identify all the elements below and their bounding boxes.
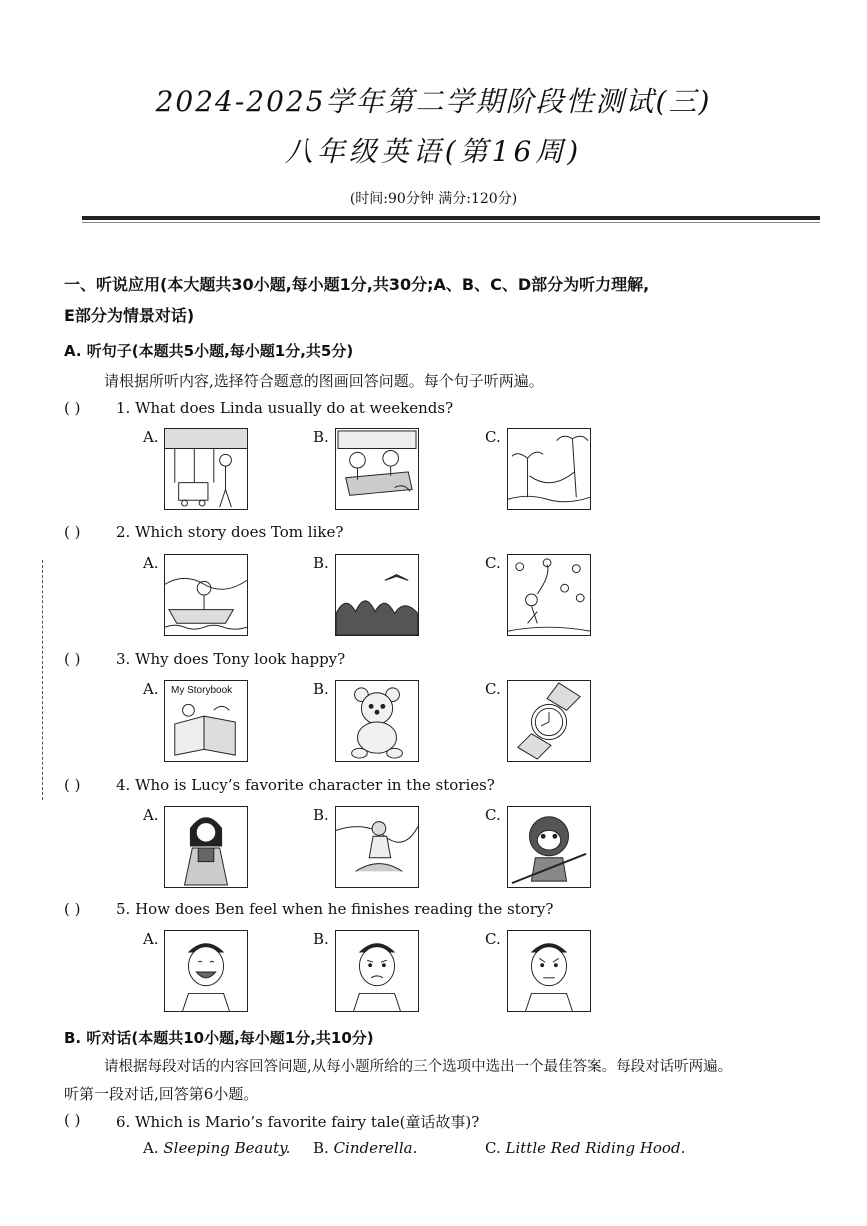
part1-heading: 一、听说应用(本大题共30小题,每小题1分,共30分;A、B、C、D部分为听力理解, [64,275,650,294]
answer-blank[interactable]: ( ) [64,650,81,668]
question-text: 4. Who is Lucy’s favorite character in the stories? [116,776,495,794]
answer-blank[interactable]: ( ) [64,1111,81,1129]
picture-angry-boy[interactable] [507,930,591,1012]
storybook-title: My Storybook [171,685,233,696]
q6-option-c[interactable] [485,1139,685,1157]
option-label-c: C. [485,930,501,948]
option-label-a: A. [143,930,159,948]
picture-sad-boy[interactable] [335,930,419,1012]
picture-archer-shooting-suns[interactable] [507,554,591,636]
option-text-b: Cinderella. [333,1139,418,1157]
part1-heading-cont: E部分为情景对话) [64,306,195,325]
answer-blank[interactable]: ( ) [64,900,81,918]
option-label-c: C. [485,806,501,824]
option-label-a: A. [143,554,159,572]
picture-boat-scene[interactable] [164,554,248,636]
option-label-b: B. [313,428,329,446]
option-label-c: C. [485,554,501,572]
answer-blank[interactable]: ( ) [64,523,81,541]
option-label-c: C. [485,428,501,446]
question-text: 3. Why does Tony look happy? [116,650,346,668]
picture-happy-boy[interactable] [164,930,248,1012]
sectionB-instruction: 请根据每段对话的内容回答问题,从每小题所给的三个选项中选出一个最佳答案。每段对话听两遍。 [104,1059,733,1075]
question-text: 2. Which story does Tom like? [116,523,344,541]
answer-blank[interactable]: ( ) [64,776,81,794]
question-text: 5. How does Ben feel when he finishes reading the story? [116,900,554,918]
question-text: 6. Which is Mario’s favorite fairy tale(童话故事)? [116,1113,480,1131]
exam-title: 2024-2025学年第二学期阶段性测试(三) [155,85,712,118]
picture-monkey-king[interactable] [507,806,591,888]
sectionA-instruction: 请根据所听内容,选择符合题意的图画回答问题。每个句子听两遍。 [104,372,544,390]
option-label-b: B. [313,680,329,698]
picture-beach-hammock[interactable] [507,428,591,510]
header-divider-thin [82,222,820,223]
option-label-b: B. [313,806,329,824]
picture-storybook[interactable] [164,680,248,762]
option-label-a: A. [143,428,159,446]
picture-little-prince[interactable] [335,806,419,888]
binding-margin-line [42,560,44,800]
picture-teddy-bear[interactable] [335,680,419,762]
q6-option-b[interactable] [313,1139,417,1157]
option-label-a: A. [143,806,159,824]
option-text-a: Sleeping Beauty. [163,1139,291,1157]
picture-wristwatch[interactable] [507,680,591,762]
option-label-c: C. [485,680,501,698]
q6-option-a[interactable] [143,1139,290,1157]
question-text: 1. What does Linda usually do at weekends? [116,399,454,417]
option-text-c: Little Red Riding Hood. [505,1139,686,1157]
picture-snow-white[interactable] [164,806,248,888]
exam-subtitle: 八年级英语(第16周) [284,135,583,168]
option-label-a: A. [143,1139,159,1157]
option-label-b: B. [313,930,329,948]
header-divider [82,216,820,220]
option-label-b: B. [313,554,329,572]
answer-blank[interactable]: ( ) [64,399,81,417]
time-info: (时间:90分钟 满分:120分) [349,191,518,207]
sectionA-heading: A. 听句子(本题共5小题,每小题1分,共5分) [64,342,354,360]
picture-shopping-scene[interactable] [164,428,248,510]
sectionB-heading: B. 听对话(本题共10小题,每小题1分,共10分) [64,1029,374,1047]
option-label-a: A. [143,680,159,698]
picture-bird-over-waves[interactable] [335,554,419,636]
picture-reading-at-desk[interactable] [335,428,419,510]
option-label-b: B. [313,1139,329,1157]
sectionB-sub-instruction: 听第一段对话,回答第6小题。 [64,1085,259,1103]
option-label-c: C. [485,1139,501,1157]
